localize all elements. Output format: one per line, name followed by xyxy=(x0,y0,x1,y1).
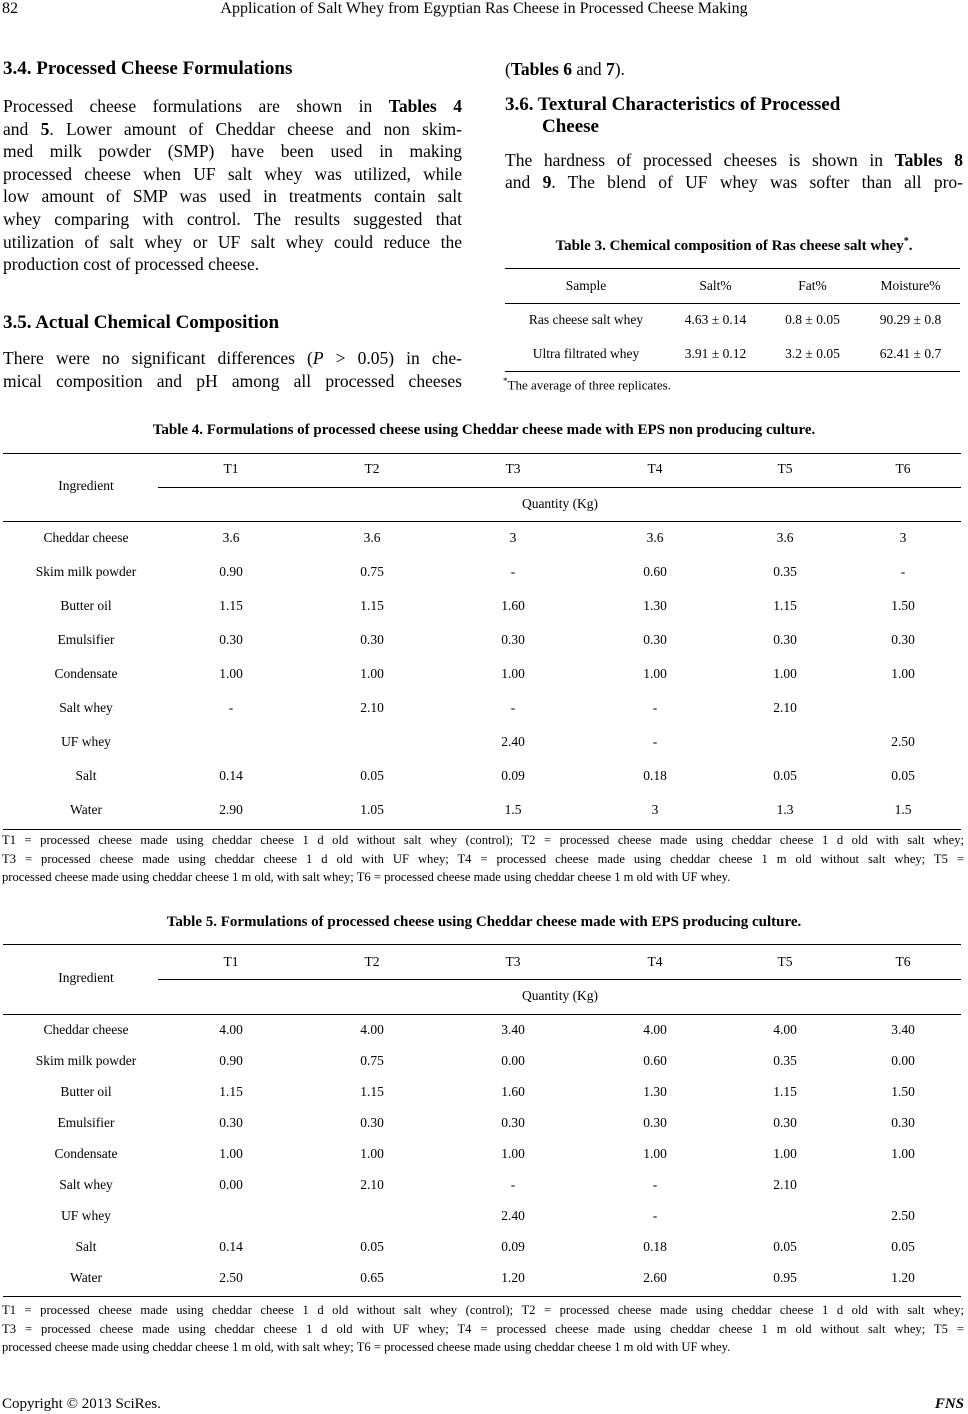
section-3-5-line xyxy=(3,370,462,393)
journal-name: FNS xyxy=(934,1396,964,1412)
row-label: Salt whey xyxy=(59,700,113,715)
table-cell: Ras cheese salt whey xyxy=(528,312,644,328)
text-run: processed cheese when UF salt whey was utilized, while xyxy=(3,163,462,184)
table-cell: 1.15 xyxy=(360,598,384,613)
bold-run: 5 xyxy=(40,118,50,139)
text-run: Processed cheese formulations are shown in xyxy=(3,96,389,116)
row-label: Cheddar cheese xyxy=(43,530,129,545)
treatment-header: T5 xyxy=(777,461,793,476)
row-label: Cheddar cheese xyxy=(43,1022,129,1037)
caption-mark: * xyxy=(903,236,909,247)
table-row xyxy=(505,303,960,337)
table-cell: 1.00 xyxy=(219,666,243,681)
page-number: 82 xyxy=(2,0,18,17)
left-column xyxy=(3,58,462,276)
row-label: Salt xyxy=(75,768,97,783)
treatment-header: T3 xyxy=(505,461,521,476)
section-title-line: 3.6. Textural Characteristics of Processed xyxy=(505,93,841,115)
table-cell: 2.10 xyxy=(360,700,384,715)
table-cell: 3.6 xyxy=(776,530,794,545)
text-run: utilization of salt whey or UF salt whey could reduce the xyxy=(3,231,462,252)
table-cell: 0.90 xyxy=(219,1053,243,1068)
treatment-header: T2 xyxy=(364,954,380,969)
table-cell: 0.05 xyxy=(891,1239,915,1254)
table-cell: 2.90 xyxy=(219,802,243,817)
row-label: Condensate xyxy=(54,666,118,681)
table-cell: 3.40 xyxy=(501,1022,525,1037)
section-title-line: Cheese xyxy=(542,115,599,137)
section-3-4-line xyxy=(3,95,462,118)
table-cell: 1.00 xyxy=(643,666,667,681)
table-cell: 0.60 xyxy=(643,1053,667,1068)
row-label: UF whey xyxy=(61,734,111,749)
treatment-header: T1 xyxy=(223,461,239,476)
running-title: Application of Salt Whey from Egyptian Ras Cheese in Processed Cheese Making xyxy=(220,0,748,17)
table-row xyxy=(505,337,960,371)
row-label: Water xyxy=(70,802,102,817)
table-cell: 4.63 ± 0.14 xyxy=(684,312,747,328)
table-cell: 1.15 xyxy=(773,598,797,613)
table-cell: 0.05 xyxy=(360,768,384,783)
treatment-header: T3 xyxy=(505,954,521,969)
table-3-caption xyxy=(505,236,963,255)
table-cell: 90.29 ± 0.8 xyxy=(879,312,942,328)
table-cell: 0.09 xyxy=(501,1239,525,1254)
table-cell: 1.00 xyxy=(219,1146,243,1161)
table-cell: 2.10 xyxy=(360,1177,384,1192)
ingredient-header: Ingredient xyxy=(58,970,114,985)
table-cell: 0.60 xyxy=(643,564,667,579)
row-label: Salt whey xyxy=(59,1177,113,1192)
table-cell: 0.00 xyxy=(219,1177,243,1192)
table-cell: 1.50 xyxy=(891,598,915,613)
table-cell: - xyxy=(652,1208,658,1223)
note-mark: * xyxy=(503,376,508,386)
table-cell: 62.41 ± 0.7 xyxy=(879,345,942,361)
table-cell: 3.6 xyxy=(222,530,240,545)
table-cell: - xyxy=(652,734,658,749)
table-cell: 1.60 xyxy=(501,1084,525,1099)
section-3-4-line xyxy=(3,185,462,208)
table-cell: 0.05 xyxy=(773,1239,797,1254)
section-3-6-line xyxy=(505,171,963,194)
italic-run: P xyxy=(312,348,324,368)
table-cell: 1.20 xyxy=(501,1270,525,1285)
table-cell: 0.30 xyxy=(773,632,797,647)
section-3-4-line xyxy=(3,140,462,163)
table-cell: 1.15 xyxy=(219,1084,243,1099)
text-run: and xyxy=(571,59,606,79)
treatment-header: T5 xyxy=(777,954,793,969)
caption-text: . xyxy=(908,238,913,254)
table-cell: 0.18 xyxy=(643,768,667,783)
right-column xyxy=(505,58,963,194)
table-cell: 0.65 xyxy=(360,1270,384,1285)
table-cell: - xyxy=(510,1177,516,1192)
treatment-header: T2 xyxy=(364,461,380,476)
table-cell: 2.10 xyxy=(773,700,797,715)
table-cell: 0.09 xyxy=(501,768,525,783)
table-cell: 0.75 xyxy=(360,1053,384,1068)
table-cell: 2.40 xyxy=(501,1208,525,1223)
continuation-line xyxy=(505,58,963,81)
table-cell: 1.00 xyxy=(891,666,915,681)
table-cell: 0.30 xyxy=(773,1115,797,1130)
treatment-header: T1 xyxy=(223,954,239,969)
row-label: Skim milk powder xyxy=(35,1053,137,1068)
bold-run: Tables 8 xyxy=(894,149,963,170)
section-3-4-body xyxy=(3,95,462,276)
table-cell: 0.00 xyxy=(891,1053,915,1068)
table-note-line: processed cheese made using cheddar cheese 1 m old, with salt whey; T6 = processed cheese made using cheddar cheese 1 m old with UF whey. xyxy=(2,870,731,884)
treatment-header: T4 xyxy=(647,954,663,969)
table-cell: 3.40 xyxy=(891,1022,915,1037)
text-run: production cost of processed cheese. xyxy=(3,254,260,275)
copyright: Copyright © 2013 SciRes. xyxy=(2,1396,161,1412)
table-cell: 2.10 xyxy=(773,1177,797,1192)
row-label: Skim milk powder xyxy=(35,564,137,579)
table-cell: 0.05 xyxy=(360,1239,384,1254)
text-run: . Lower amount of Cheddar cheese and non skim- xyxy=(49,118,462,139)
table-cell: 3 xyxy=(651,802,659,817)
section-title-3-5: 3.5. Actual Chemical Composition xyxy=(3,312,280,333)
row-label: Emulsifier xyxy=(57,1115,115,1130)
table-cell: 0.30 xyxy=(219,1115,243,1130)
table-cell: 0.05 xyxy=(891,768,915,783)
table-cell: - xyxy=(652,1177,658,1192)
left-column-lower xyxy=(3,312,462,392)
table-cell: 1.00 xyxy=(773,666,797,681)
row-label: Butter oil xyxy=(60,598,112,613)
table-cell: 1.00 xyxy=(360,1146,384,1161)
table-cell: 0.00 xyxy=(501,1053,525,1068)
text-run: . The blend of UF whey was softer than all pro- xyxy=(551,172,963,193)
row-label: Water xyxy=(70,1270,102,1285)
quantity-header: Quantity (Kg) xyxy=(521,988,599,1003)
table-rule xyxy=(3,521,961,522)
table-cell: 4.00 xyxy=(773,1022,797,1037)
table-rule xyxy=(3,1296,961,1297)
table-cell: 3.2 ± 0.05 xyxy=(785,345,840,361)
table-cell: 0.18 xyxy=(643,1239,667,1254)
table-cell: 0.05 xyxy=(773,768,797,783)
table-cell: 3 xyxy=(509,530,517,545)
section-3-4-line xyxy=(3,253,462,276)
table-cell: Sample xyxy=(505,269,667,304)
table-rule xyxy=(158,979,961,980)
table-cell: - xyxy=(652,700,658,715)
section-3-4-line xyxy=(3,163,462,186)
table-rule xyxy=(3,944,961,945)
table-rule xyxy=(3,453,961,454)
table-cell: 1.5 xyxy=(504,802,522,817)
section-3-6-line xyxy=(505,149,963,172)
table-note-line: T3 = processed cheese made using cheddar cheese 1 d old with UF whey; T4 = processed cheese made using cheddar cheese 1 m old without salt whey; T5 = xyxy=(2,1321,964,1336)
table-cell: 1.00 xyxy=(501,1146,525,1161)
section-3-4-line xyxy=(3,118,462,141)
table-rule xyxy=(158,487,961,488)
table-cell: - xyxy=(228,700,234,715)
table-cell: 1.00 xyxy=(891,1146,915,1161)
table-cell: 1.05 xyxy=(360,802,384,817)
text-run: low amount of SMP was used in treatments contain salt xyxy=(3,186,462,207)
table-cell: 4.00 xyxy=(643,1022,667,1037)
table-cell: 0.30 xyxy=(219,632,243,647)
table-3 xyxy=(505,268,960,372)
table-rule xyxy=(3,1014,961,1015)
section-title-3-6 xyxy=(505,94,963,138)
table-cell: 0.30 xyxy=(643,632,667,647)
table-cell: 0.8 ± 0.05 xyxy=(785,312,840,328)
table-note-line: T1 = processed cheese made using cheddar cheese 1 d old without salt whey (control); T2 = processed cheese made using cheddar cheese 1 d old with salt whey; xyxy=(2,1303,964,1317)
table-5-caption: Table 5. Formulations of processed cheese using Cheddar cheese made with EPS producing culture. xyxy=(166,914,802,930)
table-cell: 0.30 xyxy=(360,632,384,647)
table-cell: 4.00 xyxy=(219,1022,243,1037)
table-3-note xyxy=(503,376,671,393)
caption-text: Table 3. Chemical composition of Ras cheese salt whey xyxy=(555,238,904,254)
table-cell: 1.50 xyxy=(891,1084,915,1099)
table-cell: 1.15 xyxy=(773,1084,797,1099)
quantity-header: Quantity (Kg) xyxy=(521,496,599,511)
text-run: ). xyxy=(614,59,625,79)
table-cell: 0.30 xyxy=(360,1115,384,1130)
table-cell: 0.35 xyxy=(773,1053,797,1068)
table-cell: Fat% xyxy=(764,269,861,304)
text-run: The hardness of processed cheeses is shown in xyxy=(505,149,895,170)
table-cell: 1.15 xyxy=(219,598,243,613)
treatment-header: T6 xyxy=(895,954,911,969)
table-cell: 0.30 xyxy=(501,632,525,647)
table-header-row xyxy=(505,269,960,304)
note-text: The average of three replicates. xyxy=(507,377,671,393)
table-note-line: T1 = processed cheese made using cheddar cheese 1 d old without salt whey (control); T2 = processed cheese made using cheddar cheese 1 d old with salt whey; xyxy=(2,833,964,847)
table-cell: - xyxy=(510,700,516,715)
section-title-3-4: 3.4. Processed Cheese Formulations xyxy=(3,58,293,79)
section-3-5-line xyxy=(3,347,462,370)
row-label: Butter oil xyxy=(60,1084,112,1099)
row-label: Condensate xyxy=(54,1146,118,1161)
table-cell: 3 xyxy=(899,530,907,545)
text-run: There were no significant differences ( xyxy=(3,348,313,368)
table-cell: 0.90 xyxy=(219,564,243,579)
table-cell: 0.30 xyxy=(891,1115,915,1130)
table-cell: 1.00 xyxy=(643,1146,667,1161)
table-cell: 3.6 xyxy=(646,530,664,545)
table-cell: 1.30 xyxy=(643,1084,667,1099)
bold-run: 9 xyxy=(542,172,552,193)
table-cell: Salt% xyxy=(667,269,764,304)
table-cell: Ultra filtrated whey xyxy=(532,345,640,361)
table-rule xyxy=(3,829,961,830)
table-cell: 1.00 xyxy=(360,666,384,681)
table-cell: 1.30 xyxy=(643,598,667,613)
table-cell: 1.5 xyxy=(894,802,912,817)
table-cell: 1.15 xyxy=(360,1084,384,1099)
text-run: mical composition and pH among all processed cheeses xyxy=(3,370,462,391)
row-label: Emulsifier xyxy=(57,632,115,647)
table-cell: 2.60 xyxy=(643,1270,667,1285)
table-cell: 0.75 xyxy=(360,564,384,579)
table-cell: 1.20 xyxy=(891,1270,915,1285)
table-cell: 4.00 xyxy=(360,1022,384,1037)
row-label: Salt xyxy=(75,1239,97,1254)
ingredient-header: Ingredient xyxy=(58,478,114,493)
table-cell: 2.50 xyxy=(891,1208,915,1223)
table-cell: 1.3 xyxy=(776,802,794,817)
table-cell: 0.30 xyxy=(643,1115,667,1130)
table-cell: 1.00 xyxy=(501,666,525,681)
table-cell: 2.50 xyxy=(219,1270,243,1285)
treatment-header: T6 xyxy=(895,461,911,476)
table-note-line: T3 = processed cheese made using cheddar cheese 1 d old with UF whey; T4 = processed cheese made using cheddar cheese 1 m old without salt whey; T5 = xyxy=(2,851,964,866)
table-note-line: processed cheese made using cheddar cheese 1 m old, with salt whey; T6 = processed cheese made using cheddar cheese 1 m old with UF whey. xyxy=(2,1340,731,1354)
table-cell: 0.14 xyxy=(219,768,243,783)
table-cell: - xyxy=(900,564,906,579)
text-run: and xyxy=(3,118,41,139)
text-run: med milk powder (SMP) have been used in making xyxy=(3,141,462,162)
table-cell: Moisture% xyxy=(861,269,960,304)
text-run: and xyxy=(505,172,543,193)
table-cell: - xyxy=(510,564,516,579)
table-cell: 1.60 xyxy=(501,598,525,613)
row-label: UF whey xyxy=(61,1208,111,1223)
table-cell: 2.40 xyxy=(501,734,525,749)
section-3-4-line xyxy=(3,231,462,254)
text-run: ( xyxy=(505,59,511,79)
table-4-caption: Table 4. Formulations of processed cheese using Cheddar cheese made with EPS non producing culture. xyxy=(152,422,816,438)
table-cell: 3.91 ± 0.12 xyxy=(684,345,747,361)
table-cell: 3.6 xyxy=(363,530,381,545)
table-cell: 1.00 xyxy=(773,1146,797,1161)
text-run: whey comparing with control. The results suggested that xyxy=(3,208,462,229)
treatment-header: T4 xyxy=(647,461,663,476)
section-3-4-line xyxy=(3,208,462,231)
table-cell: 0.30 xyxy=(891,632,915,647)
table-cell: 0.95 xyxy=(773,1270,797,1285)
table-cell: 0.30 xyxy=(501,1115,525,1130)
bold-run: Tables 6 xyxy=(510,59,572,79)
text-run: > 0.05) in che- xyxy=(323,348,462,368)
table-cell: 0.14 xyxy=(219,1239,243,1254)
bold-run: Tables 4 xyxy=(388,96,462,116)
bold-run: 7 xyxy=(605,59,615,79)
table-cell: 2.50 xyxy=(891,734,915,749)
table-cell: 0.35 xyxy=(773,564,797,579)
